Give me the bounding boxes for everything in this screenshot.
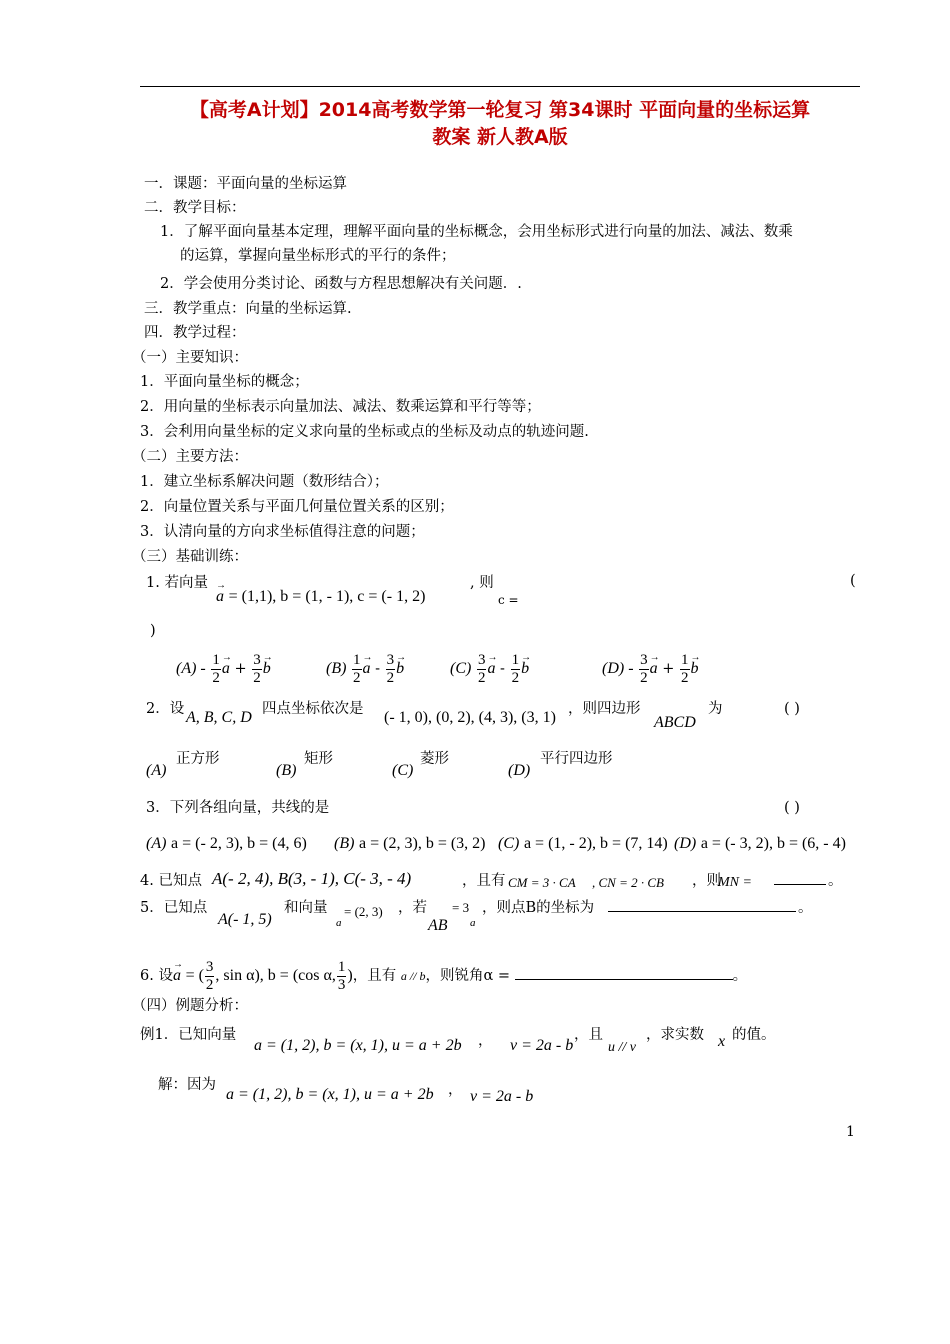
- q2-tail: ，则四边形: [568, 701, 641, 717]
- example1-end: 的值。: [732, 1027, 776, 1043]
- page-number: 1: [846, 1124, 855, 1140]
- q2-coords: (- 1, 0), (0, 2), (4, 3), (3, 1): [384, 709, 556, 726]
- q2-a-text: 正方形: [176, 751, 220, 767]
- q4-points: A(- 2, 4), B(3, - 1), C(- 3, - 4): [212, 869, 412, 888]
- solution-comma: ，: [448, 1082, 463, 1098]
- methods-heading: （二）主要方法：: [132, 449, 248, 465]
- q1-open-paren: (: [850, 573, 856, 589]
- q3-option-a: (A) a = (- 2, 3), b = (4, 6): [146, 835, 307, 852]
- q5-ab: AB: [428, 917, 448, 934]
- q5-mid: 和向量: [284, 900, 328, 916]
- example1-lead: 例1．已知向量: [140, 1027, 237, 1043]
- q5-answer-blank: [608, 897, 796, 919]
- example1-vectors: a = (1, 2), b = (x, 1), u = a + 2b: [254, 1037, 462, 1054]
- q5-eq: = (2, 3): [344, 904, 383, 919]
- q1-option-c: (C) $\frac{3}{2}$ → a - $\frac{1}{2}$ → b: [450, 650, 529, 688]
- q2-lead: 2．设: [146, 701, 185, 717]
- q2-d-label: (D): [508, 762, 531, 779]
- q5-end: 。: [798, 900, 813, 916]
- q2-c-text: 菱形: [420, 751, 449, 767]
- q4-end: 。: [828, 873, 843, 889]
- solution-lead: 解：因为: [158, 1077, 216, 1093]
- q1-option-d: (D) - $\frac{3}{2}$ → a + $\frac{1}{2}$ → b: [602, 650, 699, 688]
- q5-eq3: = 3: [452, 900, 470, 915]
- knowledge-3: 3．会利用向量坐标的定义求向量的坐标或点的坐标及动点的轨迹问题.: [140, 424, 589, 440]
- q4-answer-blank: [774, 870, 826, 892]
- example1-ask: ，求实数: [646, 1027, 704, 1043]
- example1-v: v = 2a - b: [510, 1037, 574, 1054]
- method-1: 1．建立坐标系解决问题（数形结合）；: [140, 474, 389, 490]
- solution-vectors: a = (1, 2), b = (x, 1), u = a + 2b: [226, 1086, 434, 1103]
- q5-lead: 5．已知点: [140, 900, 208, 916]
- q2-a-label: (A): [146, 762, 167, 779]
- doc-title-line2: 教案 新人教A版: [432, 126, 568, 148]
- goal-2: 2．学会使用分类讨论、函数与方程思想解决有关问题．.: [160, 276, 522, 292]
- q4-cond1: CM = 3 · CA: [508, 875, 576, 890]
- q2-d-text: 平行四边形: [540, 751, 613, 767]
- q2-mid: 四点坐标依次是: [262, 701, 364, 717]
- knowledge-2: 2．用向量的坐标表示向量加法、减法、数乘运算和平行等等；: [140, 399, 541, 415]
- q5-if: ，若: [398, 900, 427, 916]
- q3-lead: 3．下列各组向量，共线的是: [146, 800, 330, 816]
- q4-mid: ，且有: [462, 873, 506, 889]
- q4-lead: 4. 已知点: [140, 873, 202, 889]
- q2-paren: ( ): [784, 701, 800, 717]
- q2-b-text: 矩形: [304, 751, 333, 767]
- goals-heading: 二．教学目标：: [144, 200, 246, 216]
- q1-tail: , 则: [470, 575, 494, 591]
- key-point: 三．教学重点：向量的坐标运算.: [144, 301, 352, 317]
- process-heading: 四．教学过程：: [144, 325, 246, 341]
- q1-option-a: (A) - $\frac{1}{2}$ → a + $\frac{3}{2}$ → b: [176, 650, 271, 688]
- solution-v: v = 2a - b: [470, 1088, 534, 1105]
- q3-option-d: (D) a = (- 3, 2), b = (6, - 4): [674, 835, 846, 852]
- doc-title-line1: 【高考A计划】2014高考数学第一轮复习 第34课时 平面向量的坐标运算: [189, 99, 811, 121]
- q1-math: [216, 586, 425, 608]
- q6-line: 6. 设→ a = ( $\frac{3}{2}$ , sin α), b = (cos α, $\frac{1}{3}$ )，且有 a // b，则锐角α = 。: [140, 956, 747, 996]
- method-3: 3．认清向量的方向求坐标值得注意的问题；: [140, 524, 425, 540]
- q2-b-label: (B): [276, 762, 297, 779]
- q5-tail: ，则点B的坐标为: [482, 900, 595, 916]
- example1-x: x: [718, 1033, 726, 1050]
- method-2: 2．向量位置关系与平面几何量位置关系的区别；: [140, 499, 454, 515]
- topic-line: 一．课题：平面向量的坐标运算: [144, 176, 347, 192]
- q1-lead: 1. 若向量: [146, 575, 208, 591]
- q3-paren: ( ): [784, 800, 800, 816]
- vec-a: → a: [216, 586, 224, 608]
- q3-option-b: (B) a = (2, 3), b = (3, 2): [334, 835, 486, 852]
- example1-and: ，且: [574, 1027, 603, 1043]
- goal-1b: 的运算，掌握向量坐标形式的平行的条件；: [180, 248, 456, 264]
- q2-c-label: (C): [392, 762, 414, 779]
- q3-option-c: (C) a = (1, - 2), b = (7, 14): [498, 835, 668, 852]
- q1-tail2: c =: [498, 593, 519, 607]
- q4-mn: MN =: [718, 875, 752, 890]
- goal-1a: 1．了解平面向量基本定理，理解平面向量的坐标概念，会用坐标形式进行向量的加法、减法、数乘: [160, 224, 793, 240]
- q1-close-paren: ): [150, 623, 156, 639]
- q5-vec-a: a: [336, 917, 342, 929]
- examples-heading: （四）例题分析：: [132, 998, 248, 1014]
- q6-answer-blank: [515, 965, 733, 980]
- q4-tail: ，则: [692, 873, 721, 889]
- q1-vectors: = (1,1), b = (1, - 1), c = (- 1, 2): [228, 588, 426, 605]
- knowledge-1: 1．平面向量坐标的概念；: [140, 374, 309, 390]
- knowledge-heading: （一）主要知识：: [132, 350, 248, 366]
- q2-points: A, B, C, D: [186, 709, 252, 726]
- header-rule: [140, 86, 860, 87]
- q1-option-b: (B) $\frac{1}{2}$ → a - $\frac{3}{2}$ → b: [326, 650, 404, 688]
- example1-parallel: u // v: [608, 1040, 636, 1055]
- q2-abcd: ABCD: [654, 714, 696, 731]
- q5-point: A(- 1, 5): [218, 911, 272, 928]
- q5-vec-a2: a: [470, 917, 476, 929]
- example1-comma: ，: [478, 1033, 493, 1049]
- basic-heading: （三）基础训练：: [132, 549, 248, 565]
- q2-wei: 为: [708, 701, 723, 717]
- q4-cond2: , CN = 2 · CB: [592, 875, 664, 890]
